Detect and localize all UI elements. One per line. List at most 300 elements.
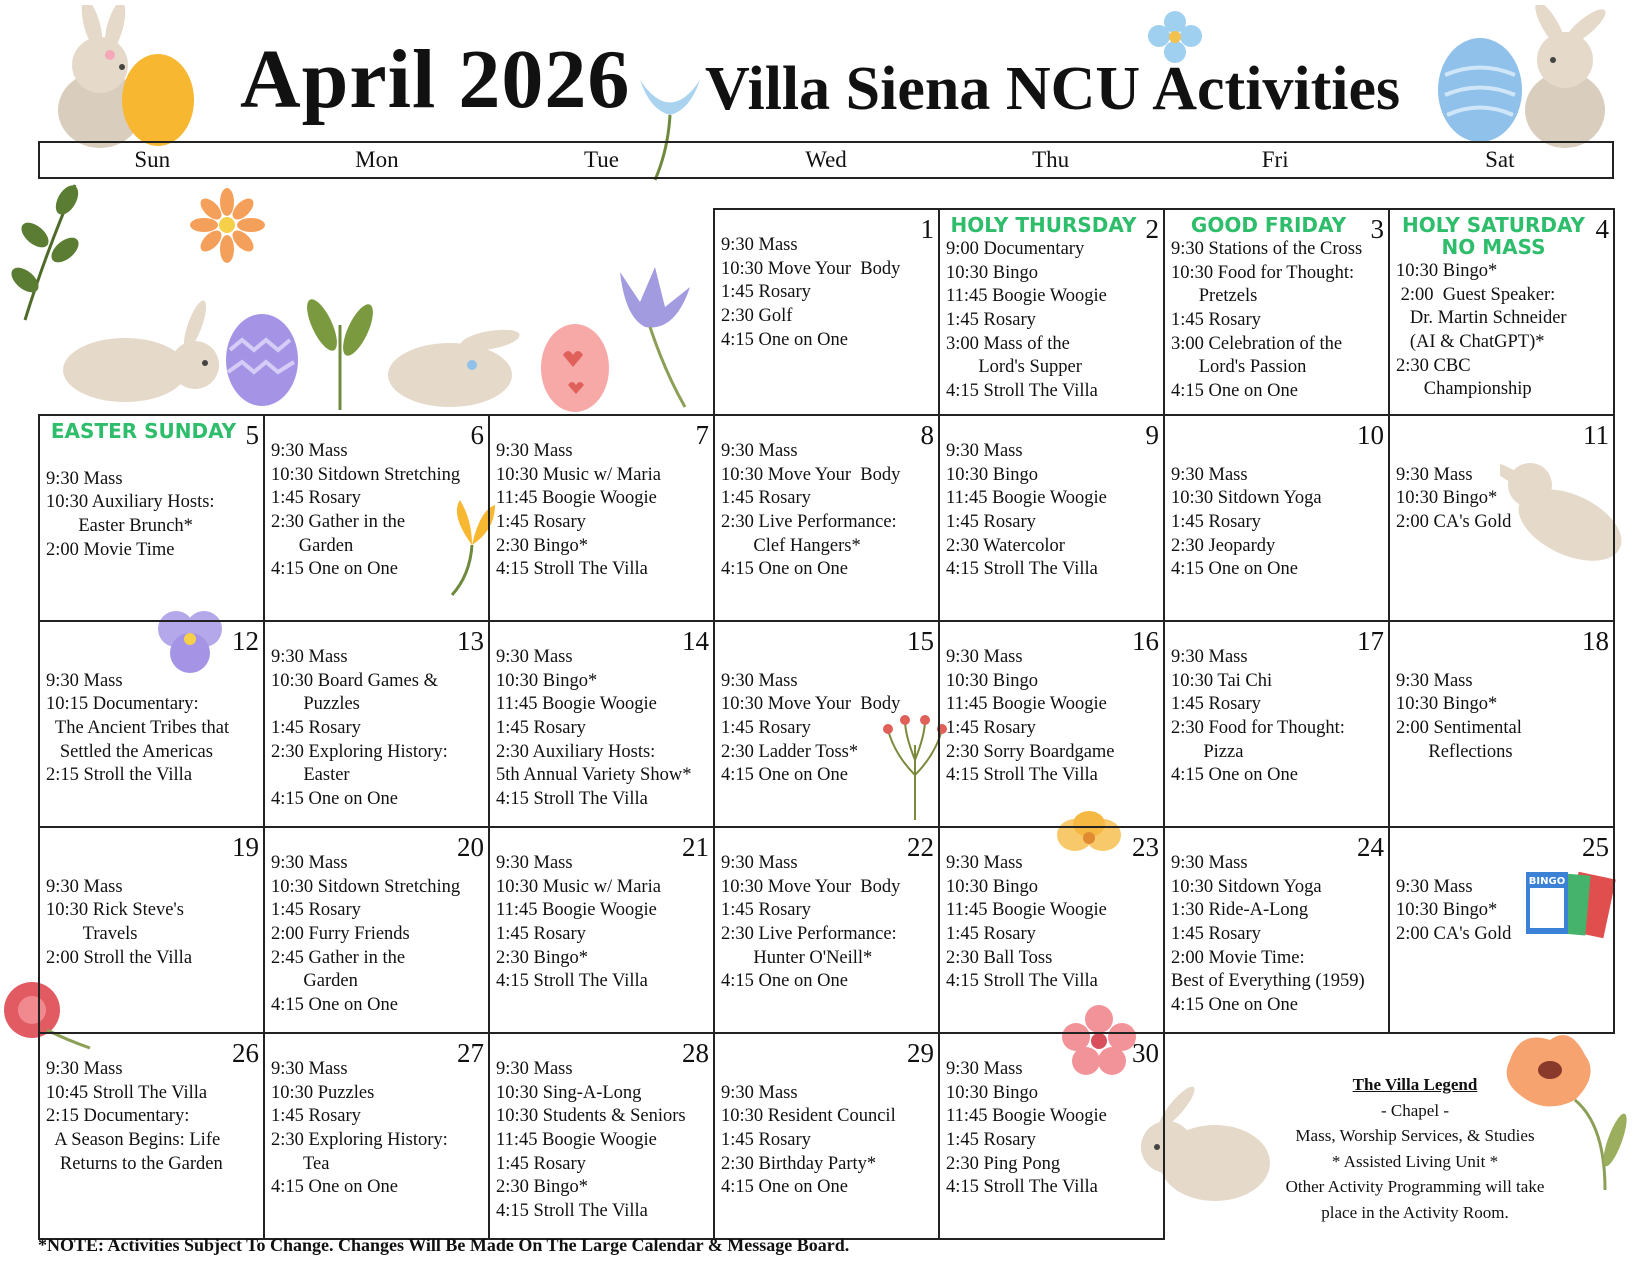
- purple-egg-icon: [222, 310, 302, 410]
- event-item: 9:30 Mass: [496, 1059, 573, 1079]
- weekday-fri: Fri: [1261, 147, 1289, 172]
- event-item: 11:45 Boogie Woogie: [946, 1106, 1107, 1127]
- event-item: 10:30 Move Your Body: [721, 876, 901, 897]
- event-item: 4:15 Stroll The Villa: [496, 1201, 648, 1222]
- event-item: 2:30 Ladder Toss*: [721, 741, 859, 762]
- event-item: Hunter O'Neill*: [721, 947, 873, 968]
- day-cell-19: [38, 826, 265, 1034]
- holiday-label: NO MASS: [1441, 235, 1546, 259]
- event-item: 9:30 Mass: [46, 876, 123, 897]
- event-item: 4:15 Stroll The Villa: [496, 971, 648, 992]
- pink-heart-egg-icon: [538, 320, 613, 415]
- day-number: 27: [457, 1038, 484, 1068]
- event-item: 10:30 Board Games &: [271, 670, 438, 691]
- event-item: 1:45 Rosary: [946, 718, 1036, 739]
- event-item: 1:45 Rosary: [271, 718, 361, 739]
- event-item: Settled the Americas: [46, 741, 213, 762]
- day-number: 6: [470, 420, 484, 450]
- event-item: 4:15 One on One: [271, 1177, 398, 1198]
- event-item: 9:30 Mass: [46, 670, 123, 691]
- event-item: 1:45 Rosary: [271, 900, 361, 921]
- event-list: [496, 420, 707, 582]
- event-item: 3:00 Celebration of the: [1171, 333, 1343, 354]
- event-item: 11:45 Boogie Woogie: [496, 488, 657, 509]
- day-number: 30: [1132, 1038, 1159, 1068]
- event-item: 2:30 Live Performance:: [721, 924, 897, 945]
- green-sprout-icon: [300, 285, 380, 410]
- sleeping-bunny-icon: [380, 310, 535, 410]
- event-item: 1:45 Rosary: [1171, 310, 1261, 331]
- event-list: [721, 1038, 932, 1200]
- event-item: 10:30 Bingo*: [496, 670, 598, 691]
- event-item: 9:30 Mass: [271, 1059, 348, 1079]
- event-item: 9:30 Mass: [721, 441, 798, 461]
- holiday-label: GOOD FRIDAY: [1190, 213, 1347, 237]
- event-item: 1:45 Rosary: [946, 1130, 1036, 1151]
- event-list: [46, 1038, 257, 1176]
- day-number: 4: [1595, 214, 1609, 244]
- event-item: 9:30 Mass: [1171, 853, 1248, 873]
- event-item: 10:30 Sitdown Yoga: [1171, 876, 1322, 897]
- event-item: 10:45 Stroll The Villa: [46, 1082, 208, 1103]
- day-number: 8: [920, 420, 934, 450]
- hopping-bunny-icon: [45, 295, 235, 420]
- day-cell-27: [263, 1032, 490, 1240]
- event-list: [46, 626, 257, 788]
- event-item: Reflections: [1396, 741, 1513, 762]
- event-item: 4:15 One on One: [271, 995, 398, 1016]
- day-cell-18: [1388, 620, 1615, 828]
- event-item: 5th Annual Variety Show*: [496, 765, 692, 786]
- event-item: 10:30 Move Your Body: [721, 464, 901, 485]
- event-list: [496, 832, 707, 994]
- event-list: [1396, 832, 1607, 947]
- event-item: 2:30 Food for Thought:: [1171, 718, 1345, 739]
- month-title: April 2026: [240, 33, 631, 126]
- event-item: 9:30 Mass: [1171, 464, 1248, 485]
- event-item: 1:45 Rosary: [496, 924, 586, 945]
- event-item: 11:45 Boogie Woogie: [946, 900, 1107, 921]
- event-item: [1396, 852, 1607, 876]
- day-number: 23: [1132, 832, 1159, 862]
- event-item: 2:30 Birthday Party*: [721, 1153, 877, 1174]
- event-item: 10:30 Move Your Body: [721, 694, 901, 715]
- event-item: 2:30 Sorry Boardgame: [946, 741, 1115, 762]
- event-item: 4:15 One on One: [721, 971, 848, 992]
- page-title: Villa Siena NCU Activities: [705, 55, 1401, 123]
- day-cell-17: [1163, 620, 1390, 828]
- day-cell-26: [38, 1032, 265, 1240]
- event-item: 9:30 Mass: [46, 468, 123, 489]
- event-item: 4:15 One on One: [721, 329, 848, 350]
- event-item: 2:30 Bingo*: [496, 535, 588, 556]
- day-number: 22: [907, 832, 934, 862]
- event-item: 1:45 Rosary: [946, 924, 1036, 945]
- event-list: [1396, 420, 1607, 535]
- event-item: 11:45 Boogie Woogie: [496, 900, 657, 921]
- event-item: 9:30 Mass: [496, 647, 573, 667]
- footer-note: *NOTE: Activities Subject To Change. Changes Will Be Made On The Large Calendar & Message Board.: [38, 1235, 850, 1255]
- event-item: 10:30 Students & Seniors: [496, 1106, 686, 1127]
- event-item: 4:15 One on One: [271, 789, 398, 810]
- event-item: 10:30 Bingo: [946, 262, 1038, 283]
- event-item: 1:45 Rosary: [721, 1130, 811, 1151]
- event-item: 4:15 One on One: [721, 559, 848, 580]
- day-number: 10: [1357, 420, 1384, 450]
- event-item: 4:15 Stroll The Villa: [496, 559, 648, 580]
- event-list: [1171, 420, 1382, 582]
- event-item: Tea: [271, 1153, 330, 1174]
- event-item: 11:45 Boogie Woogie: [946, 488, 1107, 509]
- event-item: 9:30 Mass: [1396, 464, 1473, 485]
- event-item: 11:45 Boogie Woogie: [946, 286, 1107, 307]
- event-item: 4:15 Stroll The Villa: [946, 765, 1098, 786]
- event-item: [46, 646, 257, 670]
- day-number: 24: [1357, 832, 1384, 862]
- event-item: 10:30 Bingo: [946, 464, 1038, 485]
- day-number: 15: [907, 626, 934, 656]
- event-item: 9:30 Mass: [721, 1082, 798, 1103]
- day-number: 28: [682, 1038, 709, 1068]
- event-item: Dr. Martin Schneider: [1396, 308, 1567, 329]
- weekday-mon: Mon: [355, 147, 399, 172]
- event-item: Pizza: [1171, 741, 1244, 762]
- day-number: 19: [232, 832, 259, 862]
- day-number: 25: [1582, 832, 1609, 862]
- day-cell-7: [488, 414, 715, 622]
- day-number: 3: [1370, 214, 1384, 244]
- event-item: 10:30 Resident Council: [721, 1106, 896, 1127]
- weekday-tue: Tue: [583, 147, 619, 172]
- event-item: 1:45 Rosary: [1171, 512, 1261, 533]
- day-cell-30: [938, 1032, 1165, 1240]
- day-cell-3: [1163, 208, 1390, 416]
- day-number: 26: [232, 1038, 259, 1068]
- event-item: 9:30 Mass: [721, 235, 798, 255]
- day-cell-8: [713, 414, 940, 622]
- event-item: 1:45 Rosary: [271, 488, 361, 509]
- event-list: [1396, 626, 1607, 764]
- event-item: 9:30 Mass: [496, 853, 573, 873]
- event-item: 4:15 One on One: [1171, 559, 1298, 580]
- event-item: [1396, 646, 1607, 670]
- event-item: 2:30 Gather in the: [271, 512, 406, 533]
- event-item: 9:30 Stations of the Cross: [1171, 239, 1363, 259]
- day-cell-16: [938, 620, 1165, 828]
- event-item: Garden: [271, 535, 354, 556]
- day-cell-14: [488, 620, 715, 828]
- event-item: 4:15 Stroll The Villa: [946, 1177, 1098, 1198]
- day-cell-11: [1388, 414, 1615, 622]
- day-number: 16: [1132, 626, 1159, 656]
- event-item: 1:45 Rosary: [496, 718, 586, 739]
- event-item: The Ancient Tribes that: [46, 718, 230, 739]
- day-cell-21: [488, 826, 715, 1034]
- event-item: 9:30 Mass: [946, 853, 1023, 873]
- legend-title: The Villa Legend: [1352, 1075, 1478, 1094]
- event-item: Clef Hangers*: [721, 535, 861, 556]
- event-item: 1:45 Rosary: [721, 718, 811, 739]
- event-item: 2:45 Gather in the: [271, 947, 406, 968]
- event-item: 9:30 Mass: [1396, 876, 1473, 897]
- event-item: [721, 1058, 932, 1082]
- event-item: 4:15 One on One: [271, 559, 398, 580]
- event-item: Best of Everything (1959): [1171, 971, 1365, 992]
- event-item: 9:30 Mass: [721, 670, 798, 691]
- event-list: [271, 420, 482, 582]
- event-list: [46, 442, 257, 562]
- event-item: 4:15 One on One: [1171, 381, 1298, 402]
- event-item: 9:30 Mass: [46, 1059, 123, 1079]
- event-item: [721, 646, 932, 670]
- event-list: [721, 214, 932, 352]
- day-number: 20: [457, 832, 484, 862]
- event-item: 2:30 Watercolor: [946, 535, 1065, 556]
- event-item: 9:30 Mass: [1171, 647, 1248, 667]
- event-item: 1:45 Rosary: [721, 488, 811, 509]
- event-list: [496, 626, 707, 812]
- day-cell-15: [713, 620, 940, 828]
- event-list: [271, 626, 482, 812]
- event-item: 4:15 One on One: [721, 1177, 848, 1198]
- event-item: 1:45 Rosary: [1171, 694, 1261, 715]
- day-cell-12: [38, 620, 265, 828]
- event-list: [1171, 626, 1382, 788]
- event-item: Garden: [271, 971, 358, 992]
- day-number: 11: [1583, 420, 1609, 450]
- event-item: 10:15 Documentary:: [46, 694, 199, 715]
- event-item: 2:30 Ping Pong: [946, 1153, 1061, 1174]
- event-item: 2:30 Exploring History:: [271, 1130, 448, 1151]
- event-item: 10:30 Food for Thought:: [1171, 262, 1355, 283]
- day-number: 2: [1145, 214, 1159, 244]
- event-item: 10:30 Auxiliary Hosts:: [46, 492, 215, 513]
- day-cell-9: [938, 414, 1165, 622]
- day-number: 5: [245, 420, 259, 450]
- event-item: 10:30 Puzzles: [271, 1082, 375, 1103]
- event-item: Pretzels: [1171, 286, 1258, 307]
- holiday-label: HOLY SATURDAY: [1401, 213, 1586, 237]
- day-number: 18: [1582, 626, 1609, 656]
- event-item: Travels: [46, 924, 138, 945]
- event-item: [46, 852, 257, 876]
- weekday-thu: Thu: [1032, 147, 1070, 172]
- event-item: 1:30 Ride-A-Long: [1171, 900, 1309, 921]
- villa-legend: [1265, 1072, 1565, 1225]
- event-item: 4:15 One on One: [1171, 765, 1298, 786]
- event-item: 10:30 Bingo: [946, 670, 1038, 691]
- event-item: 2:30 Jeopardy: [1171, 535, 1276, 556]
- event-item: Lord's Passion: [1171, 357, 1307, 378]
- day-cell-6: [263, 414, 490, 622]
- event-item: 4:15 Stroll The Villa: [946, 559, 1098, 580]
- event-item: 1:45 Rosary: [271, 1106, 361, 1127]
- event-item: 2:30 Bingo*: [496, 947, 588, 968]
- event-item: 10:30 Sitdown Stretching: [271, 464, 461, 485]
- day-cell-29: [713, 1032, 940, 1240]
- event-item: [1396, 440, 1607, 464]
- event-item: Easter: [271, 765, 350, 786]
- event-list: [946, 420, 1157, 582]
- event-item: 2:00 CA's Gold: [1396, 924, 1512, 945]
- bunny-with-blue-egg-icon: [1435, 5, 1635, 155]
- event-list: [1171, 236, 1382, 404]
- event-item: 1:45 Rosary: [721, 900, 811, 921]
- event-item: Championship: [1396, 379, 1532, 400]
- event-item: 2:30 Live Performance:: [721, 512, 897, 533]
- weekday-sun: Sun: [134, 147, 171, 172]
- event-item: 2:30 Golf: [721, 306, 793, 327]
- day-cell-4: [1388, 208, 1615, 416]
- event-item: 2:00 Movie Time:: [1171, 947, 1305, 968]
- day-cell-5: [38, 414, 265, 622]
- event-item: 2:30 Auxiliary Hosts:: [496, 741, 656, 762]
- holiday-label: EASTER SUNDAY: [50, 419, 237, 443]
- day-cell-24: [1163, 826, 1390, 1034]
- event-item: 9:30 Mass: [271, 647, 348, 667]
- event-list: [946, 236, 1157, 404]
- event-item: 10:30 Sitdown Stretching: [271, 876, 461, 897]
- event-item: (AI & ChatGPT)*: [1396, 332, 1545, 353]
- legend-line: place in the Activity Room.: [1321, 1202, 1509, 1222]
- event-item: 4:15 Stroll The Villa: [496, 789, 648, 810]
- legend-line: - Chapel -: [1381, 1100, 1449, 1120]
- event-item: 10:30 Bingo*: [1396, 261, 1498, 281]
- day-number: 14: [682, 626, 709, 656]
- legend-line: Other Activity Programming will take: [1285, 1177, 1545, 1196]
- event-item: 11:45 Boogie Woogie: [496, 1130, 657, 1151]
- day-cell-10: [1163, 414, 1390, 622]
- event-list: [271, 832, 482, 1018]
- event-item: 10:30 Bingo: [946, 876, 1038, 897]
- weekday-sat: Sat: [1485, 147, 1515, 172]
- event-item: 10:30 Rick Steve's: [46, 900, 184, 921]
- event-item: 10:30 Sitdown Yoga: [1171, 488, 1322, 509]
- event-list: [46, 832, 257, 970]
- purple-tulip-icon: [610, 262, 700, 412]
- event-item: 2:30 CBC: [1396, 355, 1471, 376]
- svg-text:BINGO: BINGO: [1528, 876, 1566, 887]
- event-item: 1:45 Rosary: [946, 512, 1036, 533]
- event-item: 2:00 Stroll the Villa: [46, 947, 193, 968]
- event-list: [721, 832, 932, 994]
- event-item: 9:00 Documentary: [946, 239, 1085, 259]
- event-list: [1396, 258, 1607, 402]
- event-item: Puzzles: [271, 694, 360, 715]
- event-list: [721, 626, 932, 788]
- legend-line: Mass, Worship Services, & Studies: [1295, 1126, 1535, 1145]
- event-list: [946, 1038, 1157, 1200]
- event-item: 2:15 Stroll the Villa: [46, 765, 193, 786]
- event-item: Returns to the Garden: [46, 1153, 223, 1174]
- day-number: 21: [682, 832, 709, 862]
- event-item: 10:30 Bingo*: [1396, 488, 1498, 509]
- event-item: 4:15 Stroll The Villa: [946, 971, 1098, 992]
- event-item: 10:30 Music w/ Maria: [496, 876, 661, 897]
- day-number: 17: [1357, 626, 1384, 656]
- holiday-label: HOLY THURSDAY: [950, 213, 1137, 237]
- event-list: [946, 626, 1157, 788]
- event-item: 9:30 Mass: [1396, 670, 1473, 691]
- event-item: 1:45 Rosary: [721, 282, 811, 303]
- day-number: 13: [457, 626, 484, 656]
- event-item: 4:15 One on One: [721, 765, 848, 786]
- event-item: 2:30 Bingo*: [496, 1177, 588, 1198]
- event-item: 2:00 Sentimental: [1396, 718, 1522, 739]
- bunny-with-orange-egg-icon: [40, 5, 200, 155]
- event-item: 9:30 Mass: [496, 441, 573, 461]
- event-item: 9:30 Mass: [946, 1059, 1023, 1079]
- event-item: 2:30 Ball Toss: [946, 947, 1053, 968]
- event-item: 2:15 Documentary:: [46, 1106, 190, 1127]
- event-list: [1171, 832, 1382, 1018]
- event-item: 10:30 Bingo: [946, 1082, 1038, 1103]
- day-cell-23: [938, 826, 1165, 1034]
- event-list: [496, 1038, 707, 1224]
- day-cell-25: [1388, 826, 1615, 1034]
- event-item: A Season Begins: Life: [46, 1130, 221, 1151]
- event-item: 11:45 Boogie Woogie: [496, 694, 657, 715]
- event-item: 9:30 Mass: [721, 853, 798, 873]
- event-item: 10:30 Music w/ Maria: [496, 464, 661, 485]
- day-number: 1: [920, 214, 934, 244]
- day-number: 9: [1145, 420, 1159, 450]
- day-cell-20: [263, 826, 490, 1034]
- event-item: Lord's Supper: [946, 357, 1082, 378]
- orange-flower-icon: [190, 188, 265, 263]
- event-item: 2:30 Exploring History:: [271, 741, 448, 762]
- event-item: 1:45 Rosary: [946, 310, 1036, 331]
- event-item: 9:30 Mass: [946, 647, 1023, 667]
- event-list: [721, 420, 932, 582]
- event-item: 2:00 CA's Gold: [1396, 512, 1512, 533]
- weekday-header: [38, 141, 1614, 179]
- event-item: 4:15 Stroll The Villa: [946, 381, 1098, 402]
- day-cell-22: [713, 826, 940, 1034]
- day-cell-2: [938, 208, 1165, 416]
- event-item: 1:45 Rosary: [496, 512, 586, 533]
- event-item: 2:00 Movie Time: [46, 539, 175, 560]
- event-item: 10:30 Bingo*: [1396, 694, 1498, 715]
- event-item: 9:30 Mass: [946, 441, 1023, 461]
- event-list: [946, 832, 1157, 994]
- event-item: Easter Brunch*: [46, 516, 193, 537]
- day-cell-28: [488, 1032, 715, 1240]
- event-item: 10:30 Tai Chi: [1171, 670, 1273, 691]
- day-cell-1: [713, 208, 940, 416]
- event-item: 10:30 Sing-A-Long: [496, 1082, 642, 1103]
- event-item: 4:15 One on One: [1171, 995, 1298, 1016]
- event-item: 10:30 Bingo*: [1396, 900, 1498, 921]
- event-item: 2:00 Guest Speaker:: [1396, 284, 1556, 305]
- event-item: 2:00 Furry Friends: [271, 924, 410, 945]
- day-cell-13: [263, 620, 490, 828]
- event-item: 9:30 Mass: [271, 853, 348, 873]
- event-item: 10:30 Move Your Body: [721, 258, 901, 279]
- event-item: 11:45 Boogie Woogie: [946, 694, 1107, 715]
- event-item: 1:45 Rosary: [496, 1153, 586, 1174]
- event-item: 3:00 Mass of the: [946, 333, 1070, 354]
- event-item: [1171, 440, 1382, 464]
- event-item: 9:30 Mass: [271, 441, 348, 461]
- day-number: 29: [907, 1038, 934, 1068]
- day-number: 7: [695, 420, 709, 450]
- event-item: [46, 444, 257, 468]
- day-number: 12: [232, 626, 259, 656]
- event-list: [271, 1038, 482, 1200]
- weekday-wed: Wed: [805, 147, 847, 172]
- legend-line: * Assisted Living Unit *: [1331, 1151, 1499, 1171]
